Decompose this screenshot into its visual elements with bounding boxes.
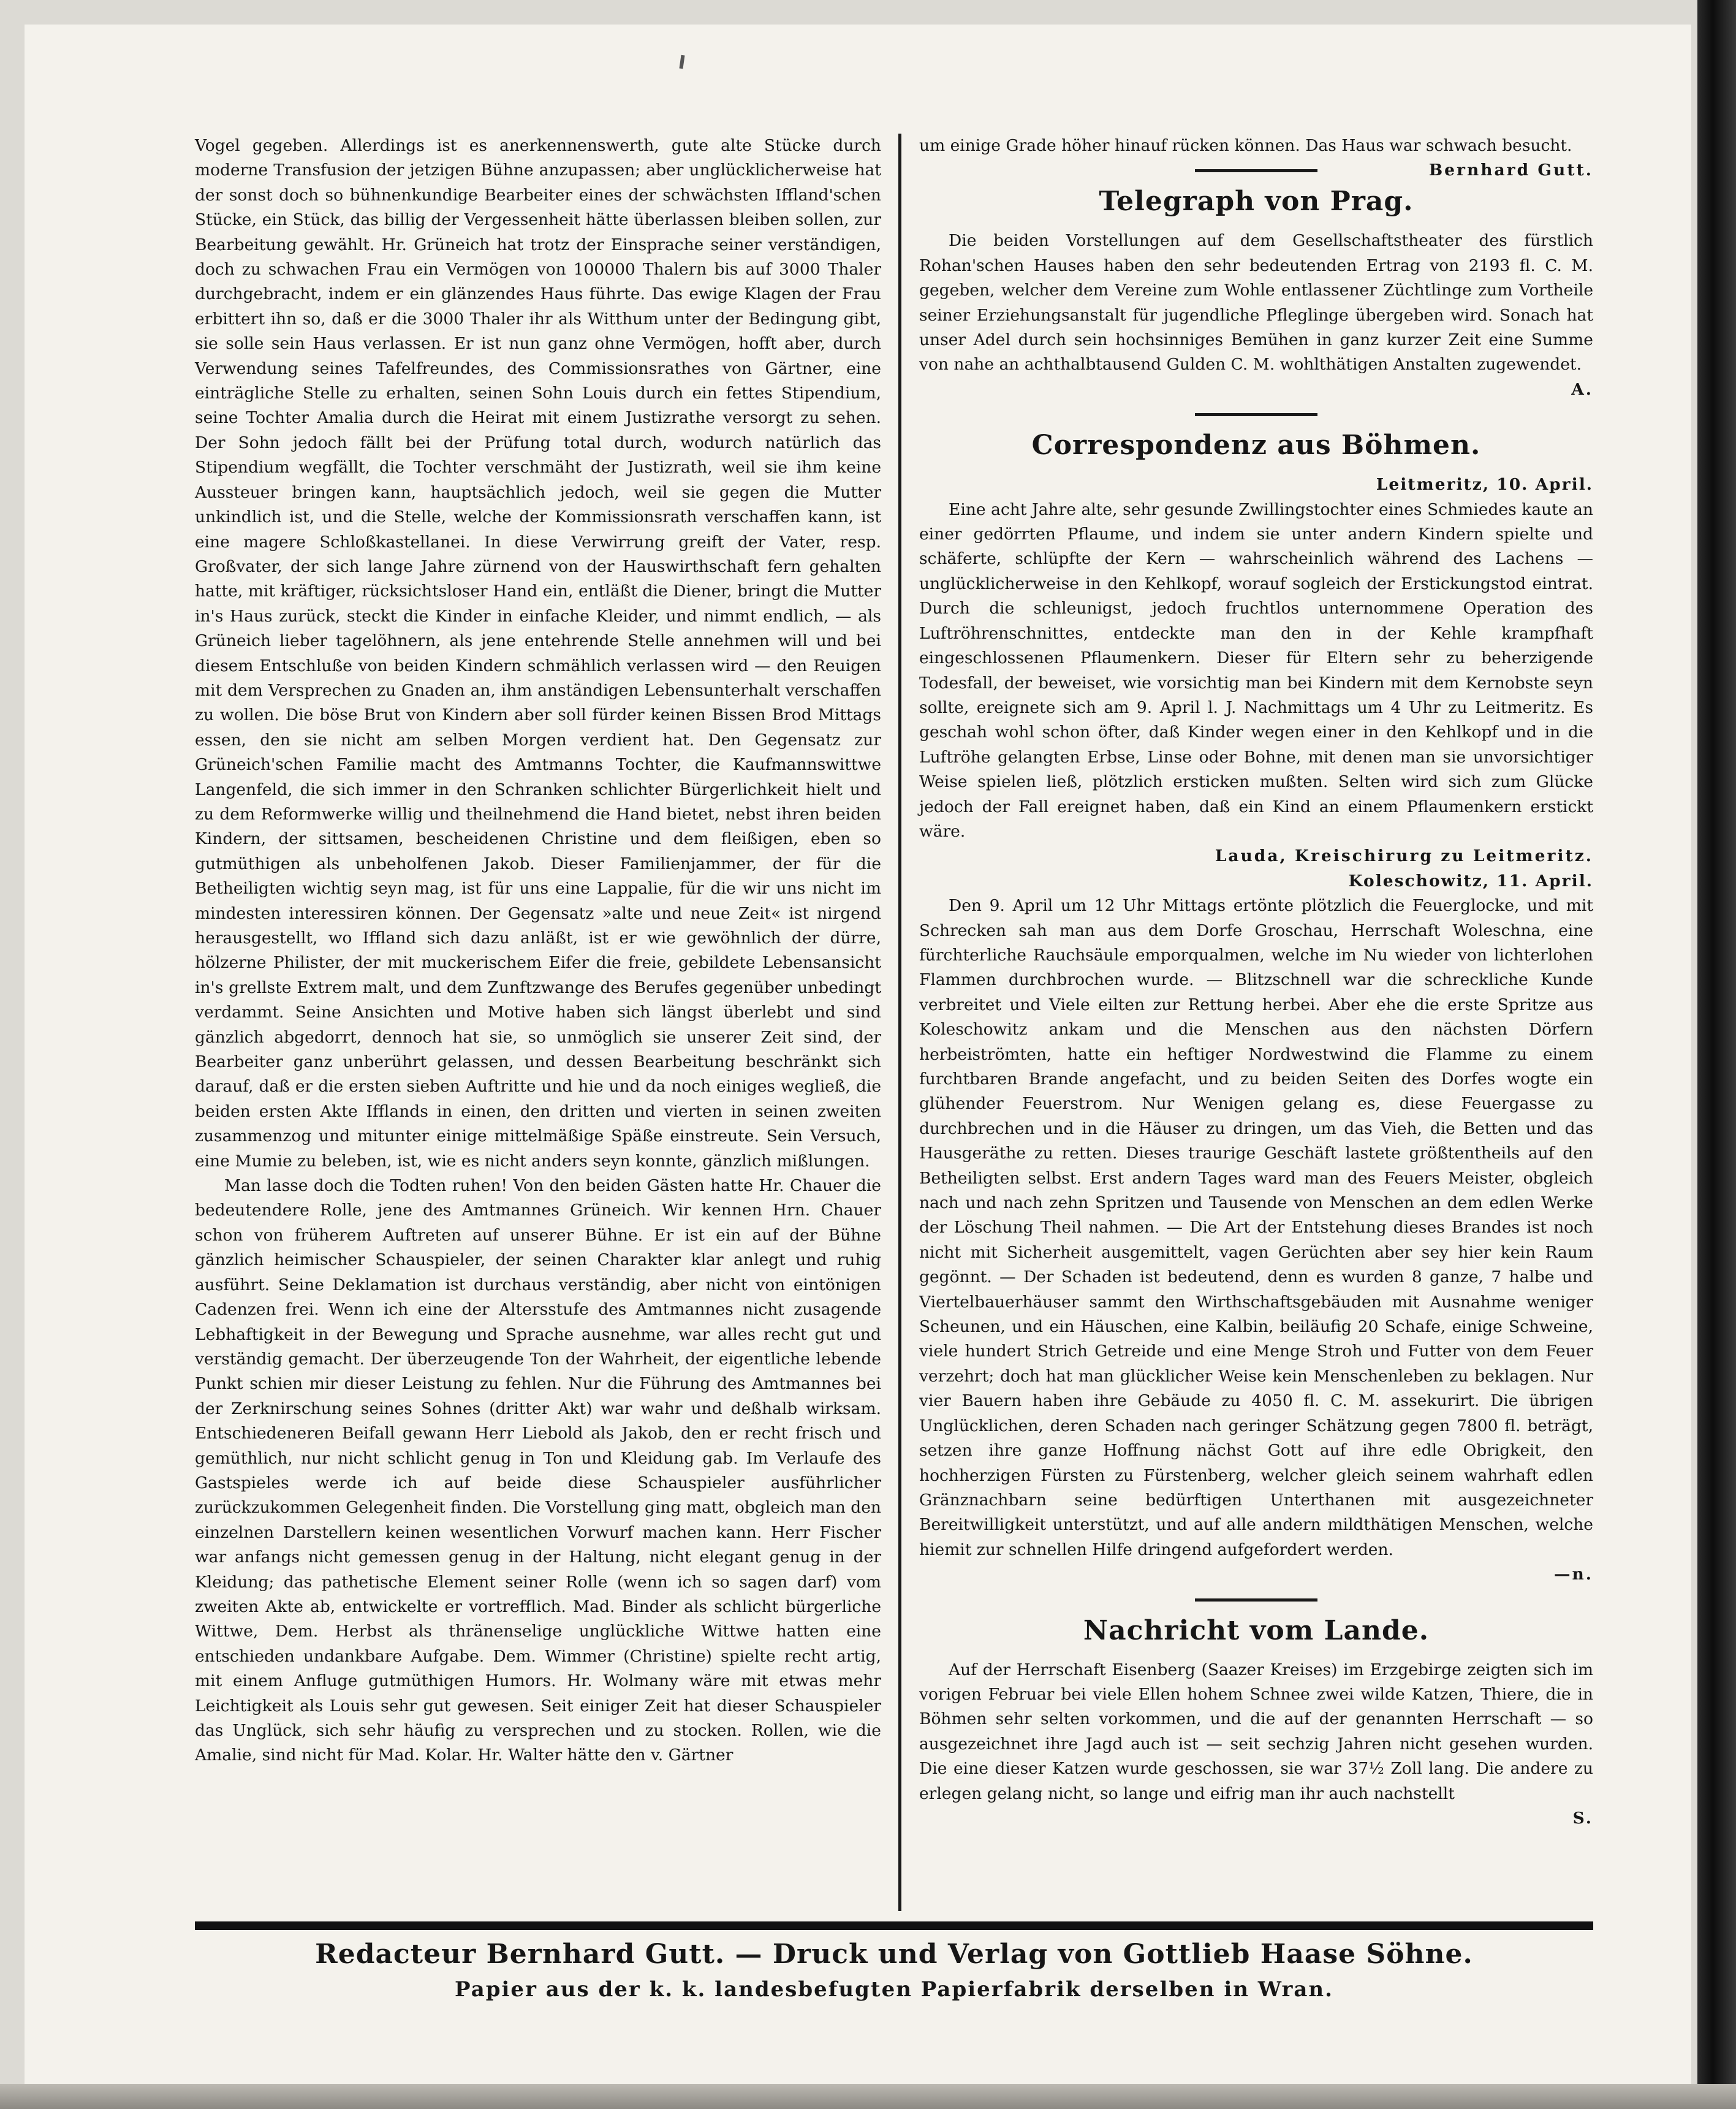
section-rule: [1195, 413, 1317, 416]
section-heading-telegraph: Telegraph von Prag.: [1099, 186, 1414, 218]
dateline-koleschowitz: Koleschowitz, 11. April.: [1348, 871, 1593, 891]
telegraph-signature: A.: [1571, 379, 1593, 399]
section-heading-country-news: Nachricht vom Lande.: [1083, 1614, 1430, 1646]
theater-review-paragraph-2: Man lasse doch die Todten ruhen! Von den beiden Gästen hatte Hr. Chauer die bedeutendere Rolle, jene des Amtmannes Grüneich. Wir kennen Hrn. Chauer schon von früherem Auftreten auf unserer Bühne. Er ist ein auf der Bühne gänzlich heimischer Schauspieler, der seinen Charakter klar anlegt und ruhig ausführt. Seine Deklamation ist durchaus verständig, aber nicht von eintönigen Cadenzen frei. Wenn ich eine der Altersstufe des Amtmannes nicht zusagende Lebhaftigkeit in der Bewegung und Sprache ausnehme, war alles recht gut und verständig gemacht. Der überzeugende Ton der Wahrheit, der eigentliche lebende Punkt schien mir dieser Leistung zu fehlen. Nur die Führung des Amtmannes bei der Zerknirschung seines Sohnes (dritter Akt) war wahr und deßhalb wirksam. Entschiedeneren Beifall gewann Herr Liebold als Jakob, den er recht frisch und gemüthlich, nur nicht schlicht genug in Ton und Kleidung gab. Im Verlaufe des Gastspieles werde ich auf beide diese Schauspieler ausführlicher zurückzukommen Gelegenheit finden. Die Vorstellung ging matt, obgleich man den einzelnen Darstellern keinen wesentlichen Vorwurf machen kann. Herr Fischer war anfangs nicht gemessen genug in der Haltung, nicht elegant genug in der Kleidung; das pathetische Element seiner Rolle (wenn ich so sagen darf) vom zweiten Akte ab, entwickelte er vortrefflich. Mad. Binder als schlicht bürgerliche Wittwe, Dem. Herbst als thränenselige unglückliche Wittwe hatten eine entschieden undankbare Aufgabe. Dem. Wimmer (Christine) spielte recht artig, mit einem Anfluge gutmüthigen Humors. Hr. Wolmany wäre mit etwas mehr Leichtigkeit als Louis sehr gut gewesen. Seit einiger Zeit hat dieser Schauspieler das Unglück, sich sehr häufig zu versprechen und zu stocken. Rollen, wie die Amalie, sind nicht für Mad. Kolar. Hr. Walter hätte den v. Gärtner: [195, 1176, 881, 1765]
telegraph-text: Die beiden Vorstellungen auf dem Gesellschaftstheater des fürstlich Rohan'schen Hauses haben den sehr bedeutenden Ertrag von 2193 fl. C. M. gegeben, welcher dem Vereine zum Wohle entlassener Züchtlinge zum Vortheile seiner Erziehungsanstalt für jugendliche Pfleglinge übergeben wird. Sonach hat unser Adel durch sein hochsinniges Bemühen in ganz kurzer Zeit eine Summe von nahe an achthalbtausend Gulden C. M. wohlthätigen Anstalten zugewendet.: [919, 231, 1593, 374]
right-column: [919, 134, 1593, 1831]
section-rule: [1195, 1598, 1317, 1602]
correspondence-signature-1: Lauda, Kreischirurg zu Leitmeritz.: [1215, 846, 1593, 866]
correspondence-text-2: Den 9. April um 12 Uhr Mittags ertönte plötzlich die Feuerglocke, und mit Schrecken sah man aus dem Dorfe Groschau, Herrschaft Woleschna, eine fürchterliche Rauchsäule emporqualmen, welche im Nu wieder von lichterlohen Flammen durchbrochen wurde. — Blitzschnell war die schreckliche Kunde verbreitet und Viele eilten zur Rettung herbei. Aber ehe die erste Spritze aus Koleschowitz ankam und die Menschen aus den nächsten Dörfern herbeiströmten, hatte ein heftiger Nordwestwind die Flamme zu einem furchtbaren Brande angefacht, und zu beiden Seiten des Dorfes wogte ein glühender Feuerstrom. Nur Wenigen gelang es, diese Feuergasse zu durchbrechen und in die Häuser zu dringen, um das Vieh, die Betten und das Hausgeräthe zu retten. Dieses traurige Geschäft lastete größtentheils auf den Betheiligten selbst. Erst andern Tages ward man des Feuers Meister, obgleich nach und nach zehn Spritzen und Tausende von Menschen an dem edlen Werke der Löschung Theil nahmen. — Die Art der Entstehung dieses Brandes ist noch nicht mit Sicherheit ausgemittelt, vagen Gerüchten aber sey hier kein Raum gegönnt. — Der Schaden ist bedeutend, denn es wurden 8 ganze, 7 halbe und Viertelbauerhäuser sammt den Wirthschaftsgebäuden mit Ausnahme weniger Scheunen, und ein Häuschen, eine Kalbin, beiläufig 20 Schafe, einige Schweine, viele hundert Strich Getreide und eine Menge Stroh und Futter von dem Feuer verzehrt; doch hat man glücklicher Weise kein Menschenleben zu beklagen. Nur vier Bauern haben ihre Gebäude zu 4050 fl. C. M. assekurirt. Die übrigen Unglücklichen, deren Schaden nach geringer Schätzung gegen 7800 fl. beträgt, setzen ihre ganze Hoffnung nächst Gott auf ihre edle Obrigkeit, den hochherzigen Fürsten zu Fürstenberg, welcher gleich seinem wahrhaft edlen Gränznachbarn seine bedürftigen Unterthanen mit ausgezeichneter Bereitwilligkeit unterstützt, und auf alle andern mildthätigen Menschen, welche hiemit zur schnellen Hilfe dringend aufgefordert werden.: [919, 896, 1593, 1559]
dateline-leitmeritz: Leitmeritz, 10. April.: [1376, 475, 1593, 495]
scan-bottom-edge: [0, 2084, 1736, 2109]
country-news-text: Auf der Herrschaft Eisenberg (Saazer Kreises) im Erzgebirge zeigten sich im vorigen Februar bei viele Ellen hohem Schnee zwei wilde Katzen, Thiere, die in Böhmen sehr selten vorkommen, und die auf der genannten Herrschaft — so ausgezeichnet ihre Jagd auch ist — seit sechzig Jahren nicht gesehen wurden. Die eine dieser Katzen wurde geschossen, sie war 37½ Zoll lang. Die andere zu erlegen gelang nicht, so lange und eifrig man ihr auch nachstellt: [919, 1660, 1593, 1803]
review-signature: Bernhard Gutt.: [1428, 161, 1593, 180]
footer-rule: [195, 1921, 1593, 1930]
left-column: [195, 134, 881, 1768]
column-divider: [898, 134, 901, 1911]
correspondence-text-1: Eine acht Jahre alte, sehr gesunde Zwillingstochter eines Schmiedes kaute an einer gedörrten Pflaume, und indem sie unter andern Kindern spielte und schäferte, schlüpfte der Kern — wahrscheinlich während des Lachens — unglücklicherweise in den Kehlkopf, worauf sogleich der Erstickungstod eintrat. Durch die schleunigst, jedoch fruchtlos unternommene Operation des Luftröhrenschnittes, entdeckte man den in der Kehle krampfhaft eingeschlossenen Pflaumenkern. Dieser für Eltern sehr zu beherzigende Todesfall, der beweiset, wie vorsichtig man bei Kindern mit dem Kernobste seyn sollte, ereignete sich am 9. April l. J. Nachmittags um 4 Uhr zu Leitmeritz. Es geschah wohl schon öfter, daß Kinder wegen einer in den Kehlkopf und in die Luftröhe gelangten Erbse, Linse oder Bohne, mit denen man sie unvorsichtiger Weise spielen ließ, plötzlich ersticken mußten. Selten wird sich zum Glücke jedoch der Fall ereignet haben, daß ein Kind an einem Pflaumenkern erstickt wäre.: [919, 500, 1593, 841]
section-rule: [1195, 169, 1317, 172]
correspondence-signature-2: —n.: [1554, 1565, 1593, 1584]
binding-edge: [1697, 0, 1736, 2109]
section-heading-correspondence: Correspondenz aus Böhmen.: [1031, 430, 1481, 462]
theater-review-paragraph-1: Vogel gegeben. Allerdings ist es anerkennenswerth, gute alte Stücke durch moderne Transfusion der jetzigen Bühne anzupassen; aber unglücklicherweise hat der sonst doch so bühnenkundige Bearbeiter eines der schwächsten Iffland'schen Stücke, ein Stück, das billig der Vergessenheit hätte überlassen bleiben sollen, zur Bearbeitung gewählt. Hr. Grüneich hat trotz der Einsprache seiner verständigen, doch zu schwachen Frau ein Vermögen von 100000 Thalern bis auf 3000 Thaler durchgebracht, indem er ein glänzendes Haus führte. Das ewige Klagen der Frau erbittert ihn so, daß er die 3000 Thaler ihr als Witthum unter der Bedingung gibt, sie solle sein Haus verlassen. Er ist nun ganz ohne Vermögen, hofft aber, durch Verwendung seines Tafelfreundes, des Commissionsrathes von Gärtner, eine einträgliche Stelle zu erhalten, seinen Sohn Louis durch ein fettes Stipendium, seine Tochter Amalia durch die Heirat mit einem Justizrathe versorgt zu sehen. Der Sohn jedoch fällt bei der Prüfung total durch, wodurch natürlich das Stipendium wegfällt, die Tochter verschmäht der Justizrath, weil sie ihm keine Aussteuer bringen kann, hauptsächlich jedoch, weil sie gegen die Mutter unkindlich ist, und die Stelle, welche der Kommissionsrath verschaffen kann, ist eine magere Schloßkastellanei. In diese Verwirrung greift der Vater, resp. Großvater, der sich lange Jahre zürnend von der Hauswirthschaft fern gehalten hatte, mit kräftiger, rücksichtsloser Hand ein, entläßt die Diener, bringt die Mutter in's Haus zurück, steckt die Kinder in einfache Kleider, und nimmt endlich, — als Grüneich lieber tagelöhnern, als jene entehrende Stelle annehmen will und bei diesem Entschluße von beiden Kindern schmählich verlassen wird — den Reuigen mit dem Versprechen zu Gnaden an, ihm anständigen Lebensunterhalt verschaffen zu wollen. Die böse Brut von Kindern aber soll fürder keinen Bissen Brod Mittags essen, den sie nicht am selben Morgen verdient hat. Den Gegensatz zur Grüneich'schen Familie macht des Amtmanns Tochter, die Kaufmannswittwe Langenfeld, die sich immer in den Schranken schlichter Bürgerlichkeit hielt und zu dem Reformwerke willig und theilnehmend die Hand bietet, nebst ihren beiden Kindern, der sittsamen, bescheidenen Christine und dem fleißigen, eben so gutmüthigen als unbeholfenen Jakob. Dieser Familienjammer, der für die Betheiligten wichtig seyn mag, ist für uns eine Lappalie, für die wir uns nicht im mindesten interessiren können. Der Gegensatz »alte und neue Zeit« ist nirgend herausgestellt, wo Iffland sich dazu anläßt, ist er wie gewöhnlich der dürre, hölzerne Philister, der mit muckerischem Eifer die freie, gebildete Lebensansicht in's grellste Extrem malt, und dem Zunftzwange des Berufes gegenüber unbedingt verdammt. Seine Ansichten und Motive haben sich längst überlebt und sind gänzlich abgedorrt, dennoch hat sie, so unmöglich sie unserer Zeit sind, der Bearbeiter ganz unberührt gelassen, und dessen Bearbeitung beschränkt sich darauf, daß er die ersten sieben Auftritte und hie und da noch einiges wegließ, die beiden ersten Akte Ifflands in einen, den dritten und vierten in seinen zweiten zusammenzog und mitunter einige mittelmäßige Späße einstreute. Sein Versuch, eine Mumie zu beleben, ist, wie es nicht anders seyn konnte, gänzlich mißlungen.: [195, 136, 881, 1171]
imprint-paper-source: Papier aus der k. k. landesbefugten Papierfabrik derselben in Wran.: [455, 1977, 1333, 2002]
imprint-footer: [195, 1936, 1593, 2005]
review-continuation: [919, 134, 1593, 180]
imprint-editor-publisher: Redacteur Bernhard Gutt. — Druck und Verlag von Gottlieb Haase Söhne.: [315, 1939, 1473, 1970]
country-news-signature: S.: [1572, 1808, 1593, 1828]
review-continuation-text: um einige Grade höher hinauf rücken können. Das Haus war schwach besucht.: [919, 136, 1572, 155]
